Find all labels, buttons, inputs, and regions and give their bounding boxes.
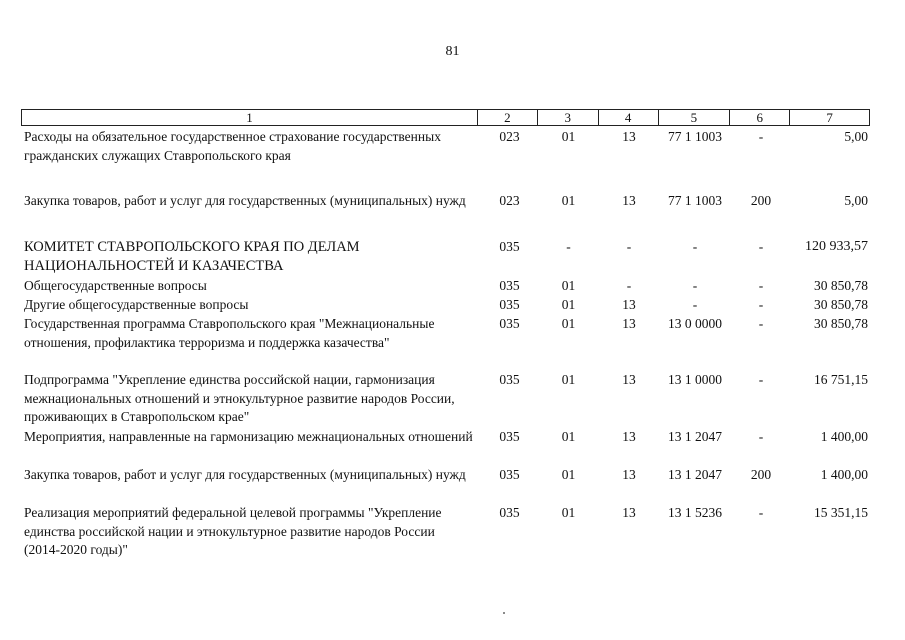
row-col-5: - [692,278,698,293]
row-col-6: - [758,316,764,331]
row-col-2: 035 [499,467,520,482]
row-name: Расходы на обязательное государственное страхование государственных гражданских служащих Ставропольского края [24,129,441,163]
row-col-7: 30 850,78 [814,316,868,331]
row-col-2: 035 [499,278,520,293]
row-col-4: 13 [622,429,636,444]
row-col-6: - [758,429,764,444]
row-col-2: 035 [499,239,520,254]
table-row [24,371,870,428]
row-col-5: - [692,239,698,254]
row-col-5: 13 1 0000 [668,372,722,387]
row-col-6: - [758,505,764,520]
table-row [24,296,870,315]
row-col-3: - [566,239,571,254]
table-body [24,128,870,562]
row-col-6: - [758,129,764,144]
row-col-7: 5,00 [844,129,868,144]
row-col-7: 16 751,15 [814,372,868,387]
header-col-7: 7 [826,110,833,125]
row-name: Другие общегосударственные вопросы [24,297,249,312]
row-col-2: 035 [499,505,520,520]
table-row [24,192,870,238]
row-col-7: 30 850,78 [814,297,868,312]
row-col-7: 1 400,00 [820,429,868,444]
row-col-4: - [626,278,632,293]
row-col-3: 01 [561,278,576,293]
row-name: Подпрограмма "Укрепление единства российской нации, гармонизация межнациональных отношений и этнокультурное развитие народов России, проживающих в Ставропольском крае" [24,372,455,424]
header-col-4: 4 [599,110,659,125]
row-col-4: - [626,239,632,254]
header-col-2: 2 [478,110,538,125]
row-col-5: 13 0 0000 [668,316,722,331]
table-header [21,109,870,126]
row-col-2: 035 [499,429,520,444]
row-col-3: 01 [561,372,576,387]
table-row [24,277,870,296]
row-col-7: 30 850,78 [814,278,868,293]
row-col-6: - [758,239,764,254]
row-col-7: 15 351,15 [814,505,868,520]
row-col-3: 01 [561,429,576,444]
row-col-4: 13 [622,193,636,208]
row-col-5: - [692,297,698,312]
row-name: Государственная программа Ставропольского края "Межнациональные отношения, профилактика терроризма и поддержка казачества" [24,316,435,350]
row-col-6: - [758,278,764,293]
row-col-3: 01 [561,505,576,520]
row-col-4: 13 [622,372,636,387]
row-col-3: 01 [561,316,576,331]
header-col-1: 1 [22,110,478,125]
table-row [24,128,870,192]
row-col-5: 13 1 5236 [668,505,722,520]
row-col-4: 13 [622,297,636,312]
table-row [24,466,870,504]
row-name: Мероприятия, направленные на гармонизацию межнациональных отношений [24,429,473,444]
row-col-2: 035 [499,297,520,312]
row-col-5: 77 1 1003 [668,193,722,208]
row-col-3: 01 [561,467,576,482]
row-col-7: 1 400,00 [820,467,868,482]
row-name: КОМИТЕТ СТАВРОПОЛЬСКОГО КРАЯ ПО ДЕЛАМ НАЦИОНАЛЬНОСТЕЙ И КАЗАЧЕСТВА [24,239,360,274]
row-name: Общегосударственные вопросы [24,278,207,293]
table-row [24,238,870,277]
row-col-2: 035 [499,372,520,387]
row-col-3: 01 [561,297,576,312]
row-col-4: 13 [622,316,636,331]
table-row [24,428,870,466]
row-col-6: 200 [750,467,772,482]
row-name: Реализация мероприятий федеральной целевой программы "Укрепление единства российской нации и этнокультурное развитие народов России (2014-2020 годы)" [24,505,442,557]
table-row [24,504,870,562]
row-col-7: 5,00 [844,193,868,208]
row-col-5: 77 1 1003 [668,129,722,144]
row-name: Закупка товаров, работ и услуг для государственных (муниципальных) нужд [24,467,466,482]
row-col-6: - [758,297,764,312]
row-col-2: 023 [499,193,520,208]
row-col-3: 01 [561,193,576,208]
row-col-5: 13 1 2047 [668,467,722,482]
row-col-5: 13 1 2047 [668,429,722,444]
row-col-6: - [758,372,764,387]
row-col-6: 200 [750,193,772,208]
header-col-5: 5 [659,110,731,125]
row-col-2: 035 [499,316,520,331]
header-col-3: 3 [538,110,599,125]
table-row [24,315,870,371]
header-col-6: 6 [730,110,790,125]
row-col-3: 01 [561,129,576,144]
row-name: Закупка товаров, работ и услуг для государственных (муниципальных) нужд [24,193,466,208]
row-col-4: 13 [622,505,636,520]
row-col-4: 13 [622,467,636,482]
row-col-7: 120 933,57 [805,239,868,254]
scan-speck [503,612,505,614]
row-col-4: 13 [622,129,636,144]
page-number: 81 [445,44,460,59]
row-col-2: 023 [499,129,520,144]
